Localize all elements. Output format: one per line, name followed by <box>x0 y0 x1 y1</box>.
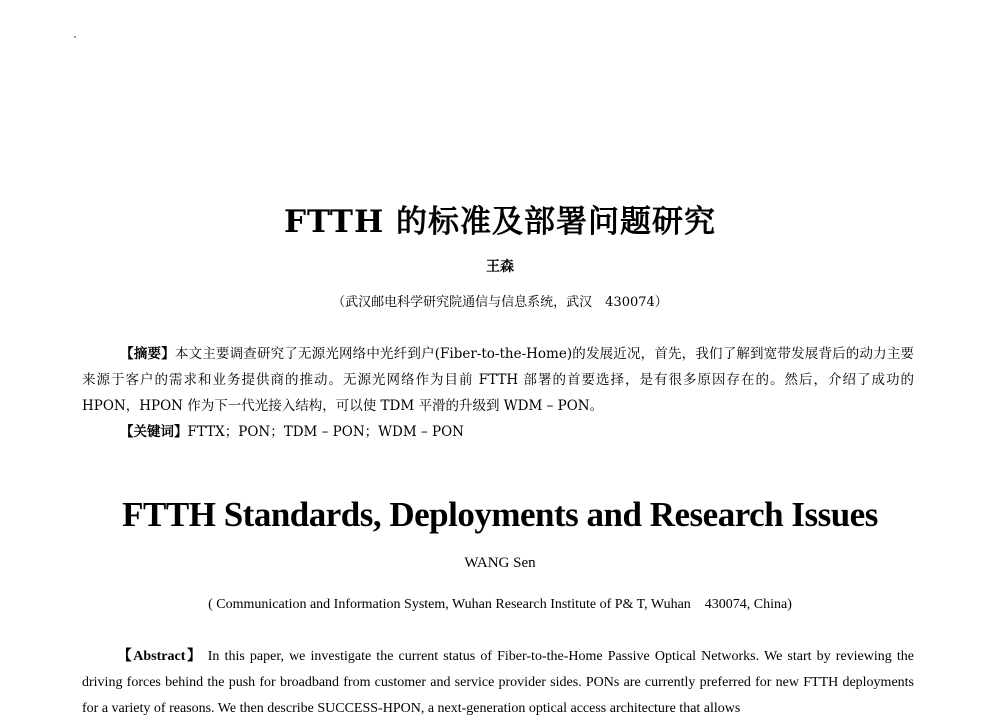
english-abstract-label: 【Abstract】 <box>116 649 203 664</box>
chinese-abstract-text: 本文主要调查研究了无源光网络中光纤到户(Fiber-to-the-Home)的发展近况，首先，我们了解到宽带发展背后的动力主要来源于客户的需求和业务提供商的推动。无源光网络作为目前 FTTH 部署的首要选择，是有很多原因存在的。然后，介绍了成功的 HPON，HPON 作为下一代光接入结构，可以使 TDM 平滑的升级到 WDM – PON。 <box>82 346 915 414</box>
english-author: WANG Sen <box>464 555 536 571</box>
scan-speck <box>74 36 76 38</box>
chinese-affiliation: （武汉邮电科学研究院通信与信息系统，武汉 430074） <box>332 295 668 310</box>
chinese-keywords-text: FTTX；PON；TDM – PON；WDM – PON <box>187 424 464 440</box>
chinese-abstract <box>82 341 914 419</box>
chinese-keywords-label: 【关键词】 <box>120 424 188 440</box>
english-abstract <box>82 644 914 722</box>
english-title: FTTH Standards, Deployments and Research Issues <box>122 495 878 534</box>
chinese-abstract-label: 【摘要】 <box>120 346 175 362</box>
english-affiliation: ( Communication and Information System, Wuhan Research Institute of P& T, Wuhan 430074, China) <box>208 597 792 612</box>
english-abstract-text: In this paper, we investigate the current status of Fiber-to-the-Home Passive Optical Networks. We start by reviewing the driving forces behind the push for broadband from customer and service provider sides. PONs are currently preferred for new FTTH deployments for a variety of reasons. We then describe SUCCESS-HPON, a next-generation optical access architecture that allows <box>82 649 914 716</box>
chinese-author: 王森 <box>486 259 514 275</box>
chinese-keywords <box>82 419 952 445</box>
chinese-title: FTTH 的标准及部署问题研究 <box>283 204 717 240</box>
